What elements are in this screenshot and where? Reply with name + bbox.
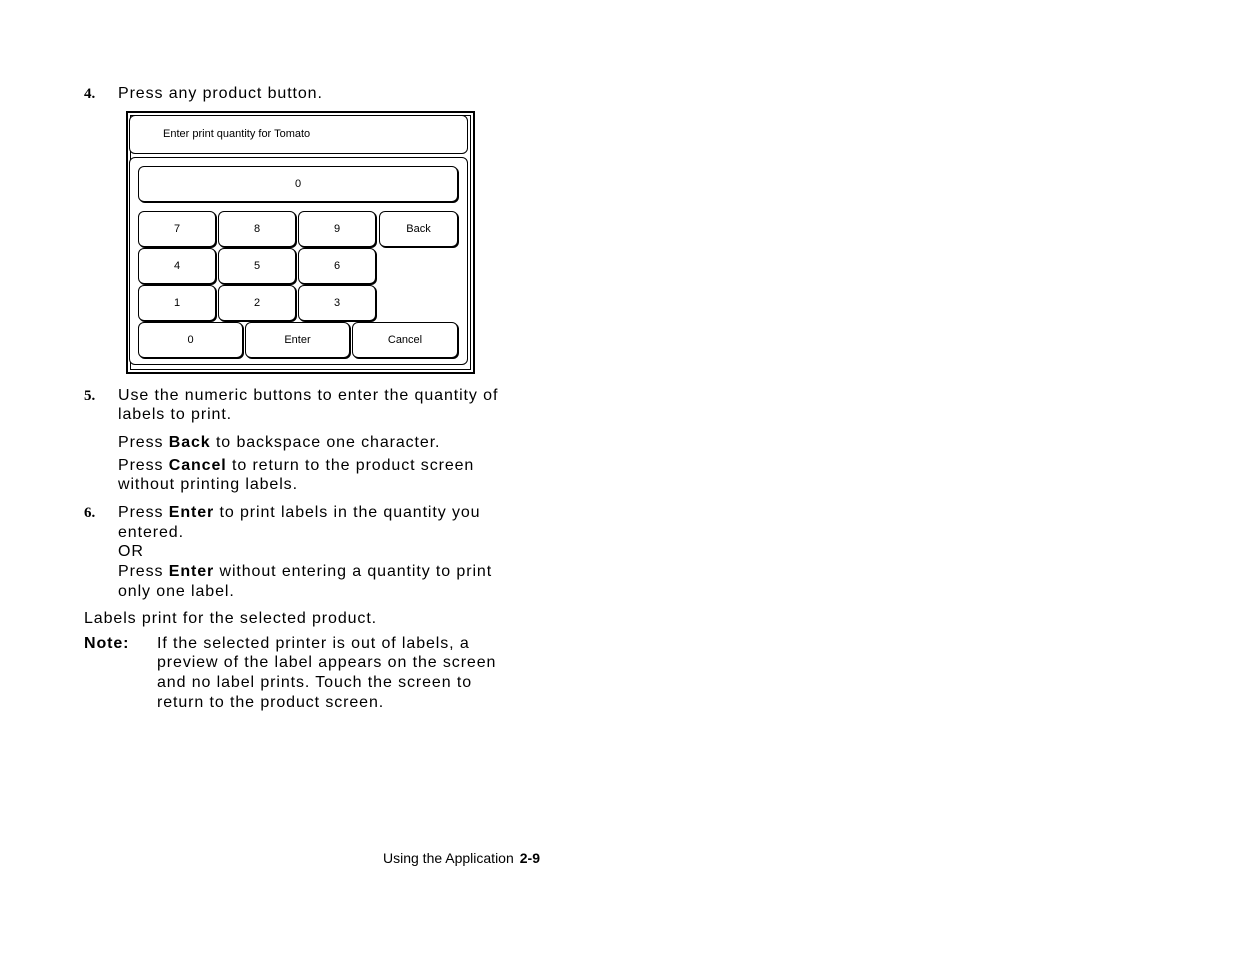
text: Press xyxy=(118,563,169,580)
text: without entering a quantity to print xyxy=(214,563,493,580)
prompt-bar xyxy=(129,115,468,154)
cancel-button[interactable]: Cancel xyxy=(352,322,458,358)
cancel-instruction xyxy=(118,456,474,476)
step-number: 5. xyxy=(84,388,96,404)
step-text: labels to print. xyxy=(118,406,233,423)
page-footer xyxy=(383,850,540,866)
step-text: Use the numeric buttons to enter the quantity of xyxy=(118,387,499,404)
keypad-panel xyxy=(129,157,468,365)
step-number: 4. xyxy=(84,86,96,102)
note-label-text: Note: xyxy=(84,635,130,652)
step-text: only one label. xyxy=(118,583,235,600)
key-8[interactable]: 8 xyxy=(218,211,296,247)
keyword-back: Back xyxy=(168,434,211,451)
step-number: 6. xyxy=(84,505,96,521)
step-text: Press any product button. xyxy=(118,85,323,102)
quantity-display[interactable]: 0 xyxy=(138,166,458,202)
note-text: preview of the label appears on the screen xyxy=(157,654,497,671)
step-text: without printing labels. xyxy=(118,476,298,493)
text: to return to the product screen xyxy=(226,457,475,474)
key-4[interactable]: 4 xyxy=(138,248,216,284)
footer-section: Using the Application xyxy=(383,850,514,866)
note-text: return to the product screen. xyxy=(157,694,385,711)
result-text: Labels print for the selected product. xyxy=(84,610,378,627)
key-1[interactable]: 1 xyxy=(138,285,216,321)
key-9[interactable]: 9 xyxy=(298,211,376,247)
text: to print labels in the quantity you xyxy=(214,504,481,521)
keyword-enter: Enter xyxy=(168,504,215,521)
text: Press xyxy=(118,504,169,521)
enter-instruction xyxy=(118,503,480,523)
back-button[interactable]: Back xyxy=(379,211,458,247)
key-5[interactable]: 5 xyxy=(218,248,296,284)
text: Press xyxy=(118,434,169,451)
note-label xyxy=(84,634,129,654)
back-instruction xyxy=(118,433,440,453)
note-text: and no label prints. Touch the screen to xyxy=(157,674,472,691)
enter-button[interactable]: Enter xyxy=(245,322,350,358)
key-6[interactable]: 6 xyxy=(298,248,376,284)
note-text: If the selected printer is out of labels, a xyxy=(157,635,470,652)
prompt-text: Enter print quantity for Tomato xyxy=(163,128,311,140)
text: Press xyxy=(118,457,169,474)
keyword-cancel: Cancel xyxy=(168,457,227,474)
key-2[interactable]: 2 xyxy=(218,285,296,321)
page-number: 2-9 xyxy=(519,850,540,866)
or-text: OR xyxy=(118,543,144,560)
keyword-enter: Enter xyxy=(168,563,215,580)
quantity-dialog xyxy=(126,111,475,374)
text: to backspace one character. xyxy=(210,434,441,451)
step-text: entered. xyxy=(118,524,184,541)
key-7[interactable]: 7 xyxy=(138,211,216,247)
key-0[interactable]: 0 xyxy=(138,322,243,358)
key-3[interactable]: 3 xyxy=(298,285,376,321)
enter-instruction-alt xyxy=(118,562,492,582)
